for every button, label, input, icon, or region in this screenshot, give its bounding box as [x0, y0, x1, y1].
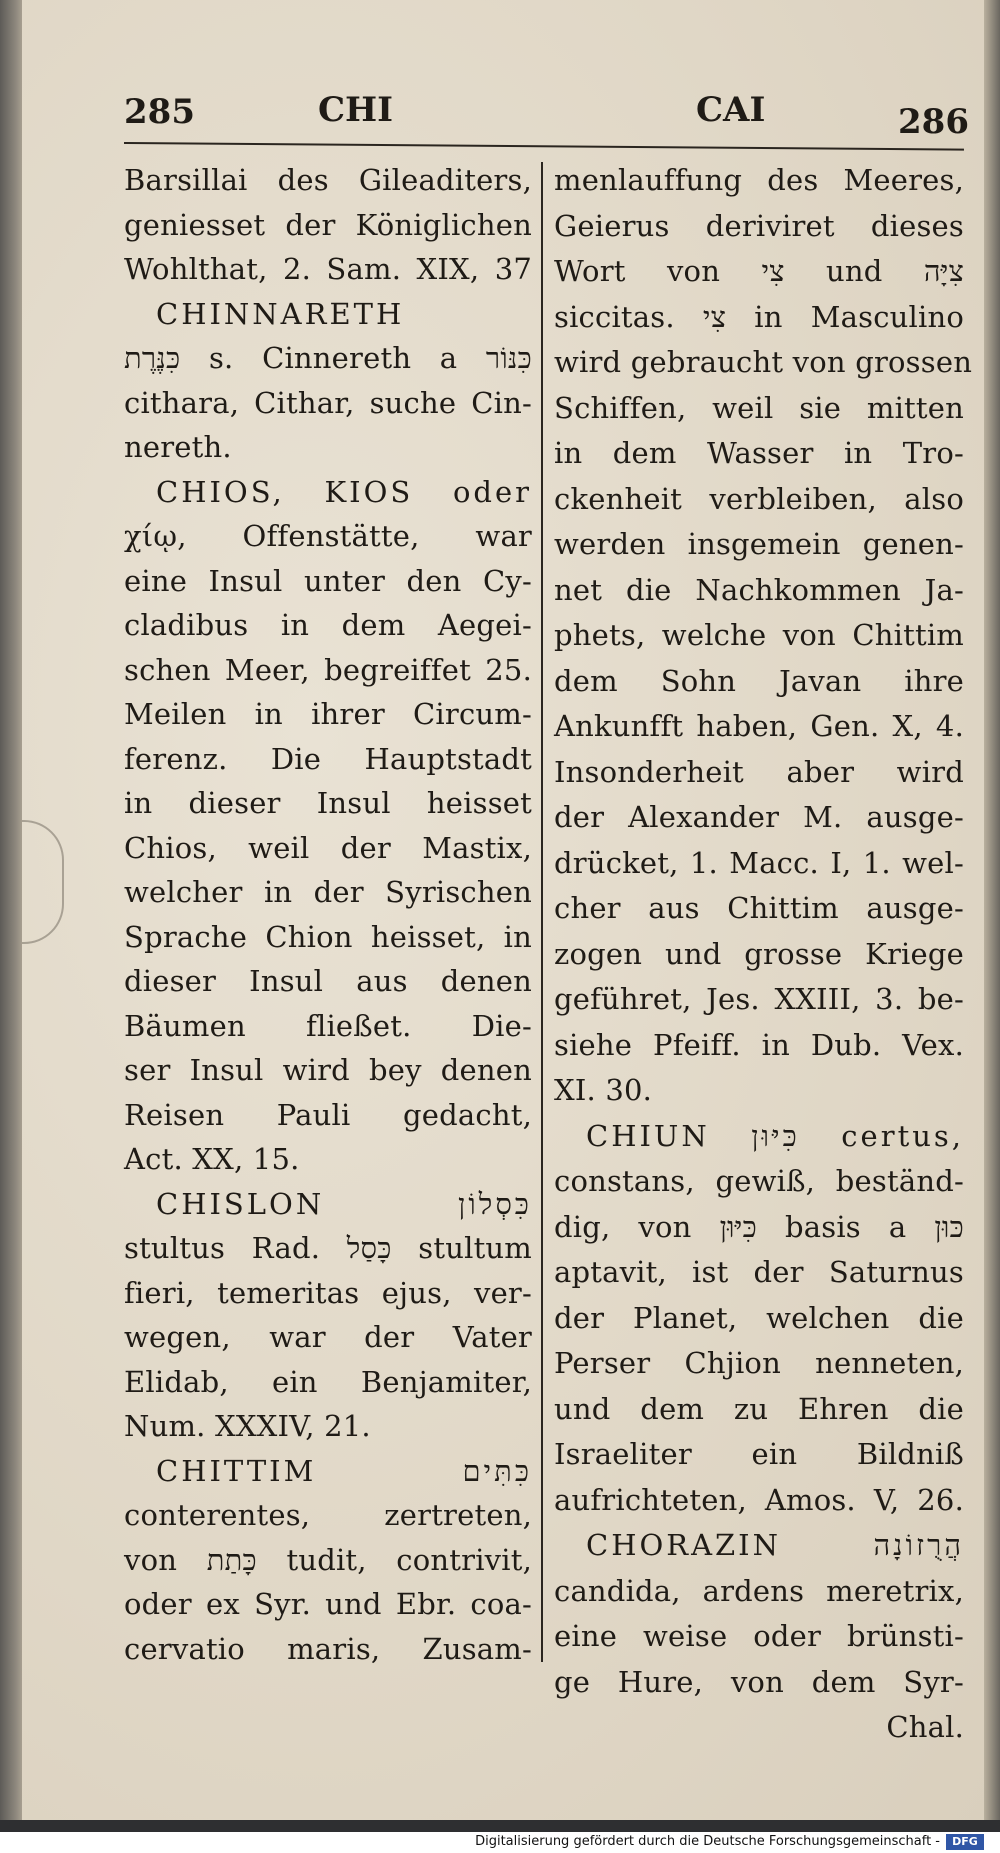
text-line: oder ex Syr. und Ebr. coa- — [124, 1587, 532, 1621]
text-line: menlauffung des Meeres, — [554, 163, 964, 197]
text-line: in dieser Insul heisset — [124, 786, 532, 820]
entry-headword-line: CHISLON כִּסְלוֹן — [156, 1186, 532, 1221]
text-line: cervatio maris, Zusam- — [124, 1631, 532, 1666]
text-line: XI. 30. — [554, 1073, 653, 1107]
entry-headword-line: CHORAZIN הֲרֻזוֹנָה — [586, 1528, 964, 1562]
text-line: drücket, 1. Macc. I, 1. wel- — [554, 845, 964, 880]
text-line: χίῳ, Offenstätte, war — [124, 519, 532, 553]
text-line: werden insgemein genen- — [554, 527, 964, 561]
text-line: siccitas. צִי in Masculino — [554, 299, 964, 334]
text-line: nereth. — [124, 430, 232, 464]
text-line: Perser Chjion nenneten, — [554, 1346, 964, 1380]
text-line: Elidab, ein Benjamiter, — [124, 1364, 532, 1399]
text-line: geführet, Jes. XXIII, 3. be- — [554, 982, 964, 1016]
text-line: cithara, Cithar, suche Cin- — [124, 385, 532, 420]
text-line: cladibus in dem Aegei- — [124, 608, 532, 642]
text-line: כִּנֶּרֶת s. Cinnereth a כִּנּוֹר — [124, 341, 532, 375]
page-curl — [22, 820, 64, 944]
text-line: aptavit, ist der Saturnus — [554, 1255, 964, 1289]
text-line: Chal. — [886, 1710, 964, 1744]
text-line: fieri, temeritas ejus, ver- — [124, 1275, 532, 1310]
digitization-credit: Digitalisierung gefördert durch die Deutsche Forschungsgemeinschaft - — [475, 1834, 940, 1849]
page-right-edge — [984, 0, 1000, 1830]
text-line: geniesset der Königlichen — [124, 207, 532, 242]
text-line: cher aus Chittim ausge- — [554, 891, 964, 925]
text-line: Sprache Chion heisset, in — [124, 919, 532, 954]
text-line: Schiffen, weil sie mitten — [554, 390, 964, 425]
text-line: dieser Insul aus denen — [124, 964, 532, 998]
text-line: Chios, weil der Mastix, — [124, 830, 532, 865]
dfg-logo: DFG — [946, 1834, 984, 1850]
text-line: Num. XXXIV, 21. — [124, 1409, 371, 1443]
text-line: Insonderheit aber wird — [554, 754, 964, 789]
text-line: dem Sohn Javan ihre — [554, 663, 964, 698]
text-line: phets, welche von Chittim — [554, 618, 964, 652]
text-line: Act. XX, 15. — [124, 1142, 300, 1176]
text-line: stultus Rad. כָּסַל stultum — [124, 1231, 532, 1265]
text-line: Bäumen fließet. Die- — [124, 1008, 532, 1043]
left-page-number: 285 — [124, 92, 195, 132]
entry-headword-line: CHIOS, KIOS oder — [156, 474, 532, 509]
text-line: Meilen in ihrer Circum- — [124, 697, 532, 731]
text-line: Wort von צִי und צִיָּה — [554, 254, 965, 288]
text-line: eine Insul unter den Cy- — [124, 563, 532, 598]
text-line: welcher in der Syrischen — [124, 875, 532, 909]
text-line: Ankunfft haben, Gen. X, 4. — [554, 709, 964, 743]
text-line: ferenz. Die Hauptstadt — [124, 741, 532, 776]
text-line: in dem Wasser in Tro- — [554, 436, 964, 470]
text-line: net die Nachkommen Ja- — [554, 572, 964, 607]
left-running-head: CHI — [318, 90, 394, 130]
text-line: siehe Pfeiff. in Dub. Vex. — [554, 1027, 964, 1062]
text-line: Barsillai des Gileaditers, — [124, 163, 532, 197]
text-line: Israeliter ein Bildniß — [554, 1437, 964, 1471]
left-column — [124, 158, 532, 1671]
text-line: eine weise oder brünsti- — [554, 1619, 964, 1653]
right-column — [554, 158, 973, 1751]
text-line: wegen, war der Vater — [124, 1320, 532, 1354]
entry-headword-line: CHITTIM כִּתִּים — [156, 1453, 532, 1488]
column-divider — [541, 162, 543, 1662]
text-line: schen Meer, begreiffet 25. — [124, 652, 532, 687]
text-line: von כָּתַת tudit, contrivit, — [124, 1542, 532, 1577]
text-line: der Alexander M. ausge- — [554, 800, 964, 834]
text-line: Wohlthat, 2. Sam. XIX, 37 — [124, 252, 532, 286]
text-line: dig, von כִּיּוּן basis a כּוּן — [554, 1209, 964, 1244]
text-line: wird gebraucht von grossen — [554, 345, 973, 379]
text-line: conterentes, zertreten, — [124, 1498, 532, 1532]
text-line: constans, gewiß, beständ- — [554, 1164, 964, 1198]
right-running-head: CAI — [696, 90, 766, 130]
text-line: Geierus deriviret dieses — [554, 208, 964, 243]
right-page-number: 286 — [898, 102, 969, 142]
text-line: zogen und grosse Kriege — [554, 936, 964, 971]
text-line: ckenheit verbleiben, also — [554, 481, 964, 516]
text-line: aufrichteten, Amos. V, 26. — [554, 1482, 964, 1517]
text-line: ge Hure, von dem Syr- — [554, 1664, 964, 1699]
text-line: ser Insul wird bey denen — [124, 1053, 532, 1087]
text-line: Reisen Pauli gedacht, — [124, 1097, 532, 1132]
scan-bottom-edge — [0, 1820, 1000, 1832]
entry-headword-line: CHIUN כִּיּוּן certus, — [586, 1118, 965, 1153]
entry-headword-line: CHINNARETH — [156, 296, 405, 331]
text-line: und dem zu Ehren die — [554, 1391, 964, 1426]
text-line: der Planet, welchen die — [554, 1300, 964, 1335]
text-line: candida, ardens meretrix, — [554, 1573, 964, 1608]
